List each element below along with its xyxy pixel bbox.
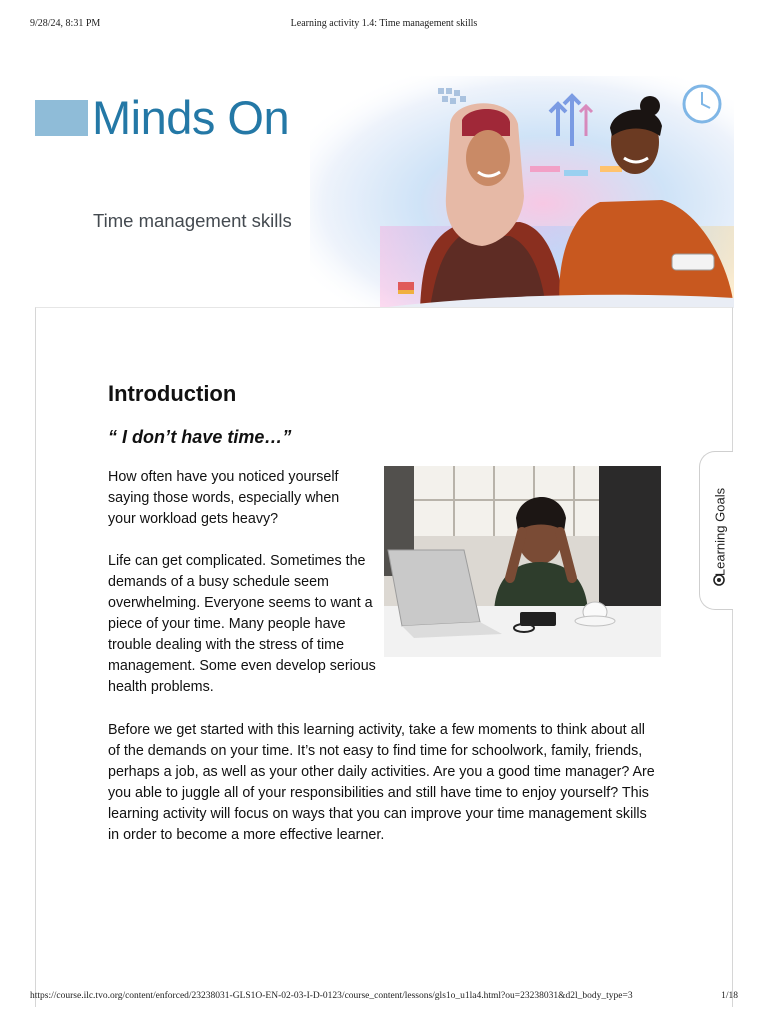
intro-paragraph-3: Before we get started with this learning activity, take a few moments to think about all of the demands on your time. It’s not easy to find time for schoolwork, family, friends, perhaps a job, as well as your other daily activities. Are you a good time manager? Are you able to juggle all of your responsibilities and still have time to enjoy yourself? This learning activity will focus on ways that you can improve your time management skills in order to become a more effective learner. (108, 722, 655, 843)
section-heading: Introduction (108, 381, 237, 406)
minds-on-banner (30, 76, 734, 308)
intro-paragraph-1: How often have you noticed yourself saying those words, especially when your workload gets heavy? (108, 469, 340, 527)
stressed-woman-photo (384, 466, 661, 657)
banner-subtitle: Time management skills (93, 210, 292, 231)
quote-heading: “ I don’t have time…” (108, 427, 292, 447)
learning-goals-label: Learning Goals (712, 487, 728, 577)
banner-illustration (310, 76, 734, 308)
target-icon (713, 574, 725, 586)
brand-square (35, 100, 88, 136)
intro-paragraph-2: Life can get complicated. Sometimes the demands of a busy schedule seem overwhelming. Everyone seems to want a piece of your time. Many people have trouble dealing with the stress of time management. Some even develop serious health problems. (108, 553, 376, 695)
print-datetime: 9/28/24, 8:31 PM (30, 18, 101, 29)
print-header (0, 18, 768, 32)
print-footer (0, 991, 768, 1005)
print-url: https://course.ilc.tvo.org/content/enforced/23238031-GLS1O-EN-02-03-I-D-0123/course_content/lessons/gls1o_u1la4.html?ou=23238031&d2l_body_type=3 (30, 991, 633, 1001)
print-page-title: Learning activity 1.4: Time management skills (290, 18, 478, 29)
learning-goals-tab[interactable] (699, 451, 733, 610)
brand-title: Minds On (92, 91, 290, 144)
print-page-number: 1/18 (721, 991, 738, 1001)
